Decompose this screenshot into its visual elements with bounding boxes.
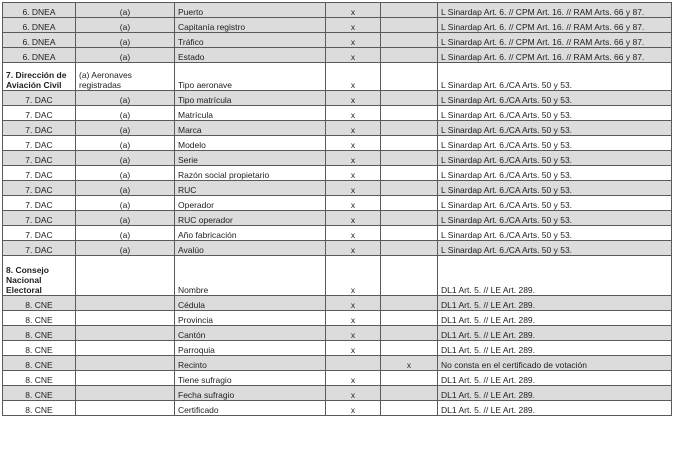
- category-cell: (a): [76, 18, 175, 33]
- legal-basis-cell: DL1 Art. 5. // LE Art. 289.: [438, 311, 672, 326]
- field-cell: Cédula: [175, 296, 326, 311]
- category-cell: [76, 371, 175, 386]
- legal-basis-cell: L Sinardap Art. 6./CA Arts. 50 y 53.: [438, 241, 672, 256]
- field-cell: Año fabricación: [175, 226, 326, 241]
- field-cell: Razón social propietario: [175, 166, 326, 181]
- table-row: [3, 311, 672, 326]
- legal-basis-cell: L Sinardap Art. 6. // CPM Art. 16. // RAM Arts. 66 y 87.: [438, 33, 672, 48]
- table-row: [3, 241, 672, 256]
- field-cell: Puerto: [175, 3, 326, 18]
- legal-basis-cell: L Sinardap Art. 6./CA Arts. 50 y 53.: [438, 63, 672, 91]
- category-cell: (a): [76, 136, 175, 151]
- legal-basis-cell: DL1 Art. 5. // LE Art. 289.: [438, 296, 672, 311]
- mark-col-1-cell: x: [326, 48, 381, 63]
- table-row: [3, 121, 672, 136]
- table-row: [3, 356, 672, 371]
- table-row: [3, 211, 672, 226]
- mark-col-2-cell: [381, 386, 438, 401]
- category-cell: [76, 256, 175, 296]
- mark-col-2-cell: [381, 106, 438, 121]
- legal-basis-cell: L Sinardap Art. 6. // CPM Art. 16. // RAM Arts. 66 y 87.: [438, 3, 672, 18]
- table-row: [3, 256, 672, 296]
- table-row: [3, 63, 672, 91]
- entity-cell: 7. DAC: [3, 211, 76, 226]
- entity-cell: 7. DAC: [3, 136, 76, 151]
- category-cell: [76, 401, 175, 416]
- field-cell: Serie: [175, 151, 326, 166]
- mark-col-1-cell: x: [326, 296, 381, 311]
- entity-cell: 6. DNEA: [3, 3, 76, 18]
- legal-basis-cell: L Sinardap Art. 6./CA Arts. 50 y 53.: [438, 121, 672, 136]
- legal-basis-cell: DL1 Art. 5. // LE Art. 289.: [438, 256, 672, 296]
- category-cell: (a): [76, 196, 175, 211]
- table-row: [3, 3, 672, 18]
- legal-basis-cell: L Sinardap Art. 6. // CPM Art. 16. // RAM Arts. 66 y 87.: [438, 48, 672, 63]
- mark-col-2-cell: [381, 196, 438, 211]
- table-row: [3, 48, 672, 63]
- entity-cell: 8. CNE: [3, 356, 76, 371]
- field-cell: Parroquia: [175, 341, 326, 356]
- mark-col-2-cell: [381, 63, 438, 91]
- data-registry-table: [2, 2, 672, 416]
- category-cell: (a): [76, 121, 175, 136]
- field-cell: Provincia: [175, 311, 326, 326]
- field-cell: Nombre: [175, 256, 326, 296]
- legal-basis-cell: L Sinardap Art. 6./CA Arts. 50 y 53.: [438, 181, 672, 196]
- mark-col-1-cell: x: [326, 106, 381, 121]
- entity-cell: 7. DAC: [3, 166, 76, 181]
- field-cell: Recinto: [175, 356, 326, 371]
- field-cell: Tráfico: [175, 33, 326, 48]
- field-cell: Fecha sufragio: [175, 386, 326, 401]
- category-cell: (a): [76, 151, 175, 166]
- legal-basis-cell: DL1 Art. 5. // LE Art. 289.: [438, 341, 672, 356]
- legal-basis-cell: L Sinardap Art. 6./CA Arts. 50 y 53.: [438, 196, 672, 211]
- mark-col-2-cell: [381, 18, 438, 33]
- field-cell: Cantón: [175, 326, 326, 341]
- table-row: [3, 18, 672, 33]
- entity-cell: 7. DAC: [3, 226, 76, 241]
- legal-basis-cell: L Sinardap Art. 6./CA Arts. 50 y 53.: [438, 151, 672, 166]
- mark-col-2-cell: [381, 91, 438, 106]
- field-cell: Capitanía registro: [175, 18, 326, 33]
- category-cell: (a): [76, 33, 175, 48]
- field-cell: Tiene sufragio: [175, 371, 326, 386]
- table-row: [3, 401, 672, 416]
- mark-col-1-cell: x: [326, 211, 381, 226]
- entity-cell: 7. DAC: [3, 196, 76, 211]
- field-cell: Tipo aeronave: [175, 63, 326, 91]
- table-row: [3, 136, 672, 151]
- category-cell: [76, 296, 175, 311]
- mark-col-1-cell: x: [326, 226, 381, 241]
- table-row: [3, 181, 672, 196]
- legal-basis-cell: No consta en el certificado de votación: [438, 356, 672, 371]
- entity-cell: 7. DAC: [3, 121, 76, 136]
- mark-col-2-cell: [381, 136, 438, 151]
- mark-col-2-cell: [381, 121, 438, 136]
- legal-basis-cell: DL1 Art. 5. // LE Art. 289.: [438, 326, 672, 341]
- mark-col-1-cell: x: [326, 18, 381, 33]
- entity-cell: 8. CNE: [3, 326, 76, 341]
- field-cell: Marca: [175, 121, 326, 136]
- mark-col-2-cell: [381, 48, 438, 63]
- table-row: [3, 341, 672, 356]
- mark-col-1-cell: [326, 356, 381, 371]
- category-cell: (a): [76, 166, 175, 181]
- mark-col-2-cell: [381, 33, 438, 48]
- category-cell: (a): [76, 48, 175, 63]
- category-cell: [76, 341, 175, 356]
- field-cell: Avalúo: [175, 241, 326, 256]
- mark-col-1-cell: x: [326, 241, 381, 256]
- legal-basis-cell: L Sinardap Art. 6./CA Arts. 50 y 53.: [438, 211, 672, 226]
- mark-col-1-cell: x: [326, 196, 381, 211]
- field-cell: RUC: [175, 181, 326, 196]
- entity-cell: 8. Consejo Nacional Electoral: [3, 256, 76, 296]
- entity-cell: 7. DAC: [3, 91, 76, 106]
- entity-cell: 7. DAC: [3, 241, 76, 256]
- entity-cell: 8. CNE: [3, 311, 76, 326]
- field-cell: Operador: [175, 196, 326, 211]
- category-cell: (a) Aeronaves registradas: [76, 63, 175, 91]
- field-cell: Modelo: [175, 136, 326, 151]
- mark-col-1-cell: x: [326, 311, 381, 326]
- category-cell: (a): [76, 3, 175, 18]
- mark-col-1-cell: x: [326, 91, 381, 106]
- category-cell: (a): [76, 226, 175, 241]
- mark-col-1-cell: x: [326, 256, 381, 296]
- mark-col-2-cell: [381, 296, 438, 311]
- mark-col-2-cell: [381, 241, 438, 256]
- table-row: [3, 296, 672, 311]
- table-row: [3, 151, 672, 166]
- mark-col-1-cell: x: [326, 136, 381, 151]
- entity-cell: 7. DAC: [3, 181, 76, 196]
- entity-cell: 7. Dirección de Aviación Civil: [3, 63, 76, 91]
- legal-basis-cell: L Sinardap Art. 6./CA Arts. 50 y 53.: [438, 166, 672, 181]
- mark-col-1-cell: x: [326, 326, 381, 341]
- entity-cell: 8. CNE: [3, 296, 76, 311]
- category-cell: (a): [76, 106, 175, 121]
- category-cell: [76, 386, 175, 401]
- entity-cell: 8. CNE: [3, 371, 76, 386]
- legal-basis-cell: L Sinardap Art. 6./CA Arts. 50 y 53.: [438, 106, 672, 121]
- table-row: [3, 91, 672, 106]
- mark-col-2-cell: [381, 371, 438, 386]
- mark-col-2-cell: [381, 181, 438, 196]
- table-row: [3, 196, 672, 211]
- mark-col-2-cell: [381, 211, 438, 226]
- field-cell: RUC operador: [175, 211, 326, 226]
- table-row: [3, 33, 672, 48]
- legal-basis-cell: DL1 Art. 5. // LE Art. 289.: [438, 401, 672, 416]
- field-cell: Estado: [175, 48, 326, 63]
- entity-cell: 6. DNEA: [3, 18, 76, 33]
- legal-basis-cell: L Sinardap Art. 6. // CPM Art. 16. // RAM Arts. 66 y 87.: [438, 18, 672, 33]
- entity-cell: 6. DNEA: [3, 33, 76, 48]
- mark-col-1-cell: x: [326, 386, 381, 401]
- legal-basis-cell: DL1 Art. 5. // LE Art. 289.: [438, 386, 672, 401]
- mark-col-2-cell: [381, 311, 438, 326]
- entity-cell: 8. CNE: [3, 341, 76, 356]
- mark-col-2-cell: [381, 166, 438, 181]
- category-cell: (a): [76, 211, 175, 226]
- entity-cell: 8. CNE: [3, 401, 76, 416]
- legal-basis-cell: L Sinardap Art. 6./CA Arts. 50 y 53.: [438, 91, 672, 106]
- entity-cell: 7. DAC: [3, 106, 76, 121]
- table-row: [3, 226, 672, 241]
- legal-basis-cell: L Sinardap Art. 6./CA Arts. 50 y 53.: [438, 136, 672, 151]
- mark-col-1-cell: x: [326, 3, 381, 18]
- category-cell: (a): [76, 91, 175, 106]
- table-row: [3, 106, 672, 121]
- category-cell: [76, 356, 175, 371]
- table-row: [3, 326, 672, 341]
- mark-col-2-cell: [381, 226, 438, 241]
- category-cell: (a): [76, 181, 175, 196]
- mark-col-2-cell: [381, 151, 438, 166]
- table-row: [3, 166, 672, 181]
- mark-col-2-cell: x: [381, 356, 438, 371]
- mark-col-2-cell: [381, 256, 438, 296]
- legal-basis-cell: DL1 Art. 5. // LE Art. 289.: [438, 371, 672, 386]
- mark-col-2-cell: [381, 326, 438, 341]
- mark-col-1-cell: x: [326, 166, 381, 181]
- mark-col-2-cell: [381, 341, 438, 356]
- category-cell: [76, 326, 175, 341]
- mark-col-1-cell: x: [326, 151, 381, 166]
- table-body: [3, 3, 672, 416]
- table-row: [3, 371, 672, 386]
- legal-basis-cell: L Sinardap Art. 6./CA Arts. 50 y 53.: [438, 226, 672, 241]
- mark-col-1-cell: x: [326, 341, 381, 356]
- table-row: [3, 386, 672, 401]
- category-cell: (a): [76, 241, 175, 256]
- mark-col-2-cell: [381, 401, 438, 416]
- entity-cell: 6. DNEA: [3, 48, 76, 63]
- field-cell: Tipo matrícula: [175, 91, 326, 106]
- mark-col-1-cell: x: [326, 371, 381, 386]
- field-cell: Matrícula: [175, 106, 326, 121]
- entity-cell: 7. DAC: [3, 151, 76, 166]
- mark-col-1-cell: x: [326, 181, 381, 196]
- entity-cell: 8. CNE: [3, 386, 76, 401]
- mark-col-1-cell: x: [326, 63, 381, 91]
- mark-col-1-cell: x: [326, 33, 381, 48]
- mark-col-2-cell: [381, 3, 438, 18]
- field-cell: Certificado: [175, 401, 326, 416]
- category-cell: [76, 311, 175, 326]
- mark-col-1-cell: x: [326, 401, 381, 416]
- mark-col-1-cell: x: [326, 121, 381, 136]
